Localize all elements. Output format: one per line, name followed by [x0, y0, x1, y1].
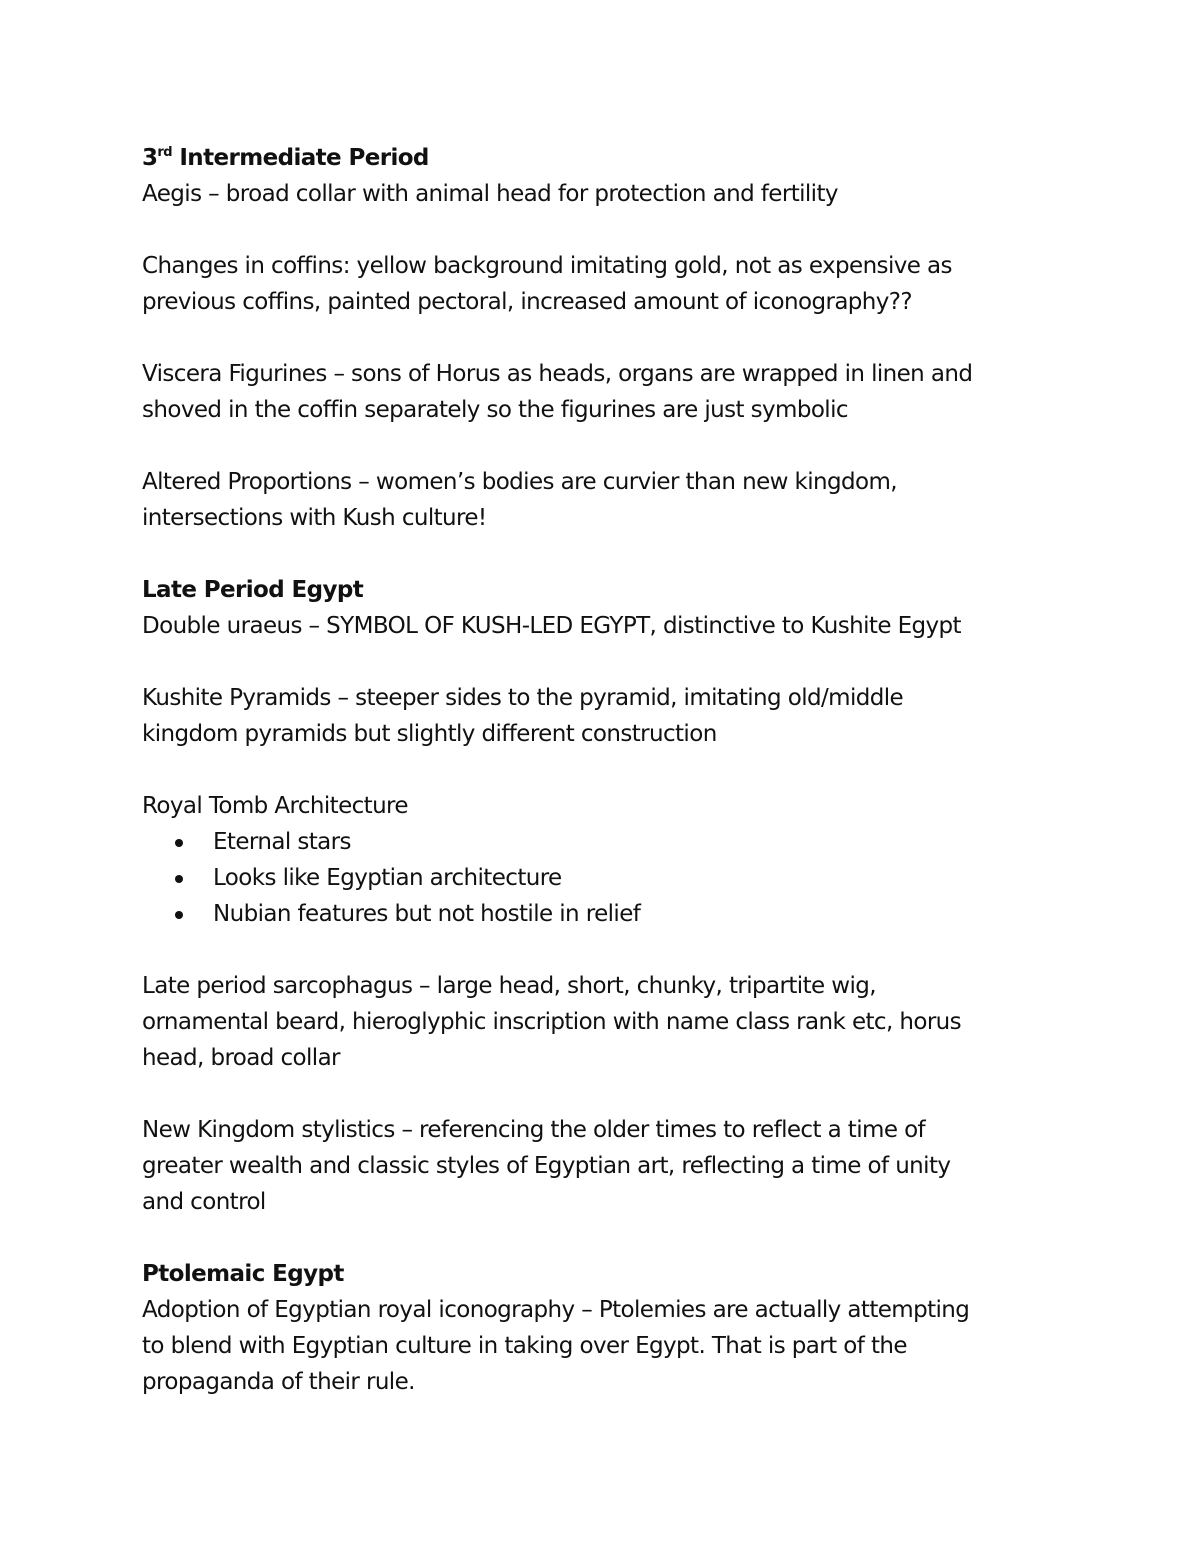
spacer [142, 932, 1102, 968]
sarcophagus-line-3: head, broad collar [142, 1045, 340, 1071]
list-item [142, 860, 1102, 896]
spacer [142, 536, 1102, 572]
stylistics-line-1: New Kingdom stylistics – referencing the older times to reflect a time of [142, 1117, 926, 1143]
coffins-line-2: previous coffins, painted pectoral, increased amount of iconography?? [142, 289, 913, 315]
proportions-line-1: Altered Proportions – women’s bodies are curvier than new kingdom, [142, 469, 898, 495]
stylistics-line-3: and control [142, 1189, 266, 1215]
aegis-line: Aegis – broad collar with animal head for protection and fertility [142, 181, 838, 207]
spacer [142, 644, 1102, 680]
list-item [142, 824, 1102, 860]
heading-third-intermediate-period [142, 140, 1102, 176]
adoption-line-2: to blend with Egyptian culture in taking over Egypt. That is part of the [142, 1333, 907, 1359]
viscera-line-1: Viscera Figurines – sons of Horus as heads, organs are wrapped in linen and [142, 361, 973, 387]
bullet-icon [175, 875, 183, 883]
sarcophagus-line-2: ornamental beard, hieroglyphic inscription with name class rank etc, horus [142, 1009, 962, 1035]
royal-tomb-heading: Royal Tomb Architecture [142, 793, 408, 819]
spacer [142, 212, 1102, 248]
uraeus-line: Double uraeus – SYMBOL OF KUSH-LED EGYPT, distinctive to Kushite Egypt [142, 613, 961, 639]
bullet-icon [175, 839, 183, 847]
heading-title-text: Intermediate Period [171, 145, 429, 171]
pyramids-line-2: kingdom pyramids but slightly different construction [142, 721, 717, 747]
heading-ordinal-suffix: rd [157, 145, 172, 160]
spacer [142, 752, 1102, 788]
document-page [142, 140, 1102, 1400]
spacer [142, 1076, 1102, 1112]
proportions-line-2: intersections with Kush culture! [142, 505, 487, 531]
list-item [142, 896, 1102, 932]
heading-ordinal-number: 3 [142, 145, 158, 171]
royal-tomb-bullet-list [142, 824, 1102, 932]
spacer [142, 320, 1102, 356]
heading-late-period-egypt: Late Period Egypt [142, 577, 364, 603]
spacer [142, 428, 1102, 464]
viscera-line-2: shoved in the coffin separately so the figurines are just symbolic [142, 397, 848, 423]
list-item-text: Looks like Egyptian architecture [213, 865, 562, 891]
stylistics-line-2: greater wealth and classic styles of Egyptian art, reflecting a time of unity [142, 1153, 951, 1179]
sarcophagus-line-1: Late period sarcophagus – large head, short, chunky, tripartite wig, [142, 973, 876, 999]
adoption-line-3: propaganda of their rule. [142, 1369, 415, 1395]
bullet-icon [175, 911, 183, 919]
list-item-text: Eternal stars [213, 829, 351, 855]
list-item-text: Nubian features but not hostile in relief [213, 901, 641, 927]
adoption-line-1: Adoption of Egyptian royal iconography – Ptolemies are actually attempting [142, 1297, 970, 1323]
heading-ptolemaic-egypt: Ptolemaic Egypt [142, 1261, 344, 1287]
pyramids-line-1: Kushite Pyramids – steeper sides to the pyramid, imitating old/middle [142, 685, 904, 711]
spacer [142, 1220, 1102, 1256]
coffins-line-1: Changes in coffins: yellow background imitating gold, not as expensive as [142, 253, 952, 279]
